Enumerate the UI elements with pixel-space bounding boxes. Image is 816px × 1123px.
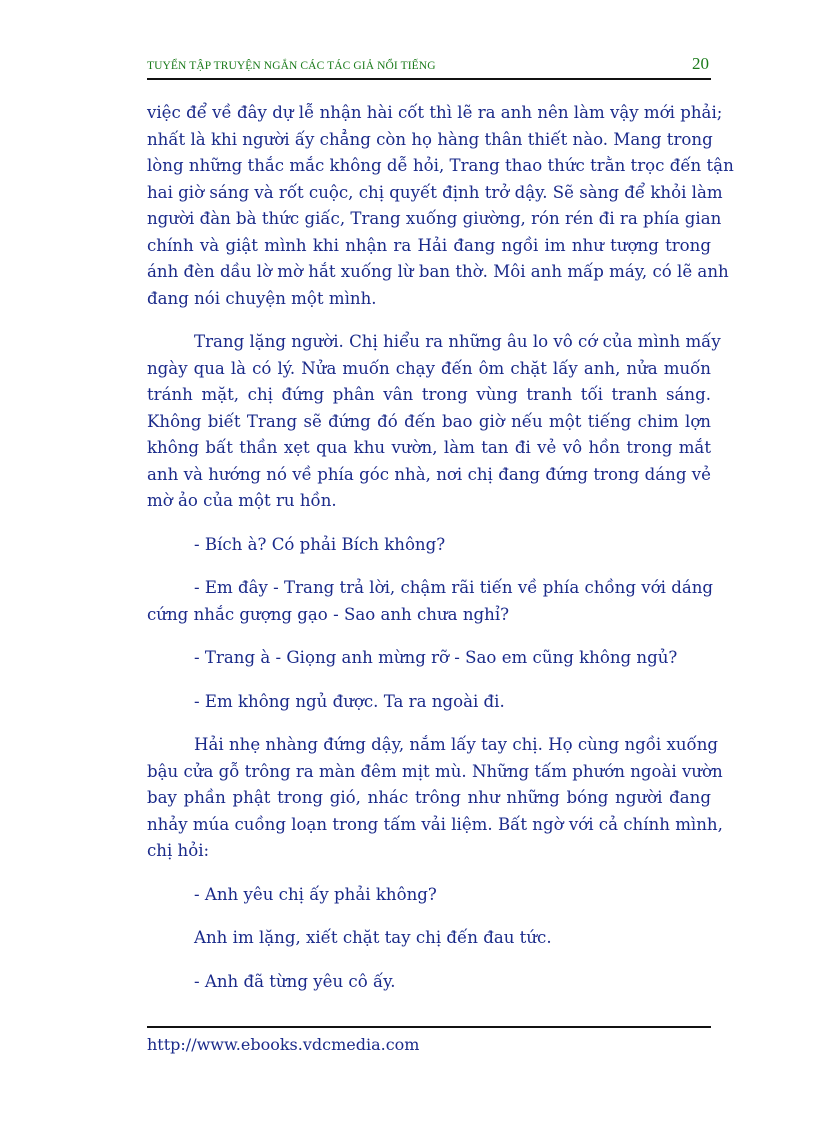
text-line: ánh đèn dầu lờ mờ hắt xuống lừ ban thờ. Môi anh mấp máy, có lẽ anh [147, 262, 729, 281]
text-line: tránh mặt, chị đứng phân vân trong vùng tranh tối tranh sáng. [147, 385, 711, 404]
paragraph [147, 575, 714, 628]
text-line: việc để về đây dự lễ nhận hài cốt thì lẽ ra anh nên làm vậy mới phải; [147, 103, 723, 122]
text-line: - Anh yêu chị ấy phải không? [194, 884, 437, 904]
text-line: đang nói chuyện một mình. [147, 288, 377, 308]
text-line: nhảy múa cuồng loạn trong tấm vải liệm. Bất ngờ với cả chính mình, [147, 814, 723, 834]
text-line: Trang lặng người. Chị hiểu ra những âu lo vô cớ của mình mấy [194, 332, 721, 351]
text-line: anh và hướng nó về phía góc nhà, nơi chị đang đứng trong dáng vẻ [147, 464, 711, 484]
text-line: Hải nhẹ nhàng đứng dậy, nắm lấy tay chị. Họ cùng ngồi xuống [194, 735, 719, 754]
text-line: Không biết Trang sẽ đứng đó đến bao giờ nếu một tiếng chim lợn [147, 411, 711, 431]
paragraph [147, 329, 721, 515]
text-line: cứng nhắc gượng gạo - Sao anh chưa nghỉ? [147, 604, 510, 624]
text-line: chính và giật mình khi nhận ra Hải đang ngồi im như tượng trong [147, 235, 711, 255]
paragraph [147, 882, 711, 909]
text-line: hai giờ sáng và rốt cuộc, chị quyết định trở dậy. Sẽ sàng để khỏi làm [147, 182, 723, 202]
paragraph [147, 100, 734, 312]
text-line: nhất là khi người ấy chẳng còn họ hàng thân thiết nào. Mang trong [147, 129, 713, 149]
paragraph [147, 969, 711, 996]
paragraph [147, 532, 711, 559]
paragraph [147, 925, 711, 952]
text-line: ngày qua là có lý. Nửa muốn chạy đến ôm chặt lấy anh, nửa muốn [147, 358, 711, 378]
paragraph [147, 732, 723, 865]
page-header [147, 52, 711, 80]
footer-url-link[interactable]: http://www.ebooks.vdcmedia.com [147, 1035, 420, 1054]
text-line: - Em không ngủ được. Ta ra ngoài đi. [194, 691, 505, 711]
paragraph [147, 645, 711, 672]
text-line: mờ ảo của một ru hồn. [147, 491, 337, 510]
book-title: TUYỂN TẬP TRUYỆN NGẮN CÁC TÁC GIẢ NỔI TIẾNG [147, 60, 436, 72]
text-line: bay phần phật trong gió, nhác trông như những bóng người đang [147, 788, 711, 807]
footer-divider [147, 1026, 711, 1028]
text-line: bậu cửa gỗ trông ra màn đêm mịt mù. Những tấm phướn ngoài vườn [147, 761, 723, 781]
text-line: chị hỏi: [147, 841, 210, 860]
text-line: lòng những thắc mắc không dễ hỏi, Trang thao thức trằn trọc đến tận [147, 156, 734, 175]
text-line: người đàn bà thức giấc, Trang xuống giường, rón rén đi ra phía gian [147, 209, 722, 228]
story-text [147, 100, 734, 1012]
text-line: - Bích à? Có phải Bích không? [194, 534, 446, 554]
text-line: - Anh đã từng yêu cô ấy. [194, 971, 396, 991]
text-line: - Trang à - Giọng anh mừng rỡ - Sao em cũng không ngủ? [194, 648, 678, 667]
text-line: Anh im lặng, xiết chặt tay chị đến đau tức. [194, 928, 552, 947]
page-number: 20 [692, 54, 709, 73]
text-line: - Em đây - Trang trả lời, chậm rãi tiến về phía chồng với dáng [194, 578, 714, 597]
paragraph [147, 689, 711, 716]
text-line: không bất thần xẹt qua khu vườn, làm tan đi vẻ vô hồn trong mắt [147, 438, 711, 457]
